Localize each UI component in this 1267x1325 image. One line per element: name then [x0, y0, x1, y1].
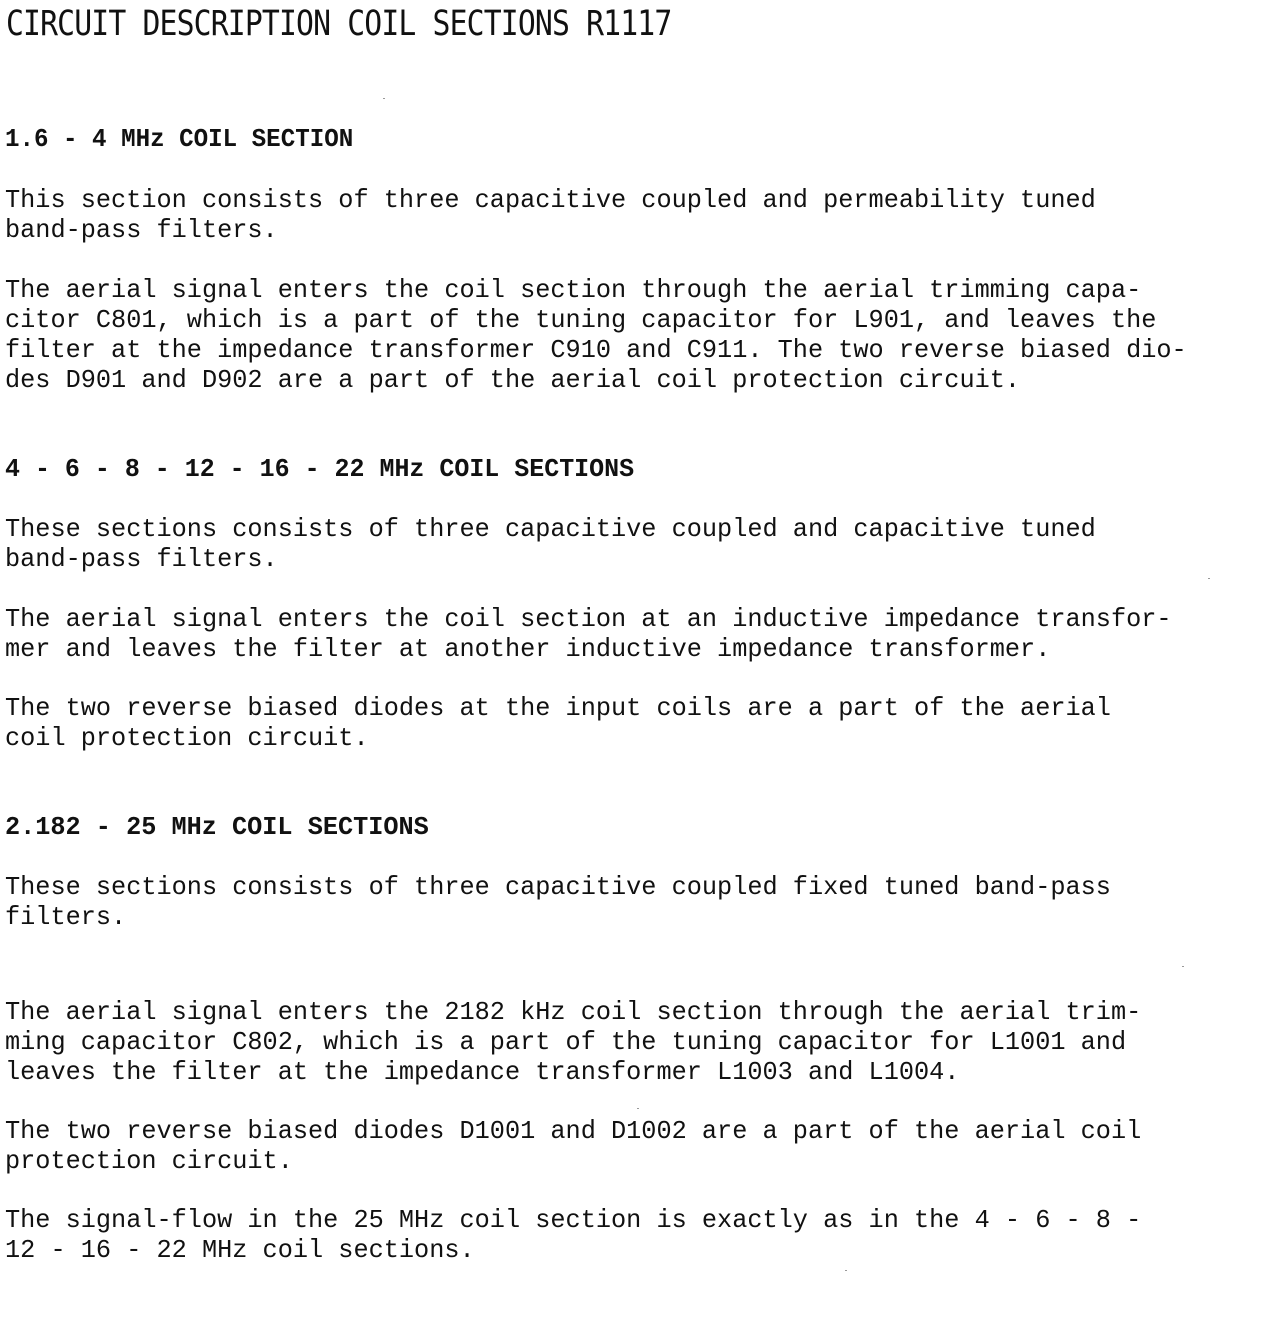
section-heading-2182-25mhz: 2.182 - 25 MHz COIL SECTIONS — [5, 812, 429, 842]
paragraph-line: ming capacitor C802, which is a part of the tuning capacitor for L1001 and — [5, 1027, 1127, 1057]
page-title: CIRCUIT DESCRIPTION COIL SECTIONS R1117 — [6, 4, 672, 44]
paragraph-line: des D901 and D902 are a part of the aerial coil protection circuit. — [5, 365, 1021, 395]
section-heading-4-22mhz: 4 - 6 - 8 - 12 - 16 - 22 MHz COIL SECTIONS — [5, 454, 635, 484]
scan-speck — [1182, 966, 1184, 967]
paragraph-line: band-pass filters. — [5, 215, 278, 245]
paragraph-line: The two reverse biased diodes D1001 and D1002 are a part of the aerial coil — [5, 1116, 1142, 1146]
scan-speck — [845, 1270, 847, 1271]
paragraph-line: coil protection circuit. — [5, 723, 369, 753]
paragraph-line: protection circuit. — [5, 1146, 293, 1176]
paragraph-line: leaves the filter at the impedance transformer L1003 and L1004. — [5, 1057, 960, 1087]
paragraph-line: mer and leaves the filter at another inductive impedance transformer. — [5, 634, 1051, 664]
paragraph-line: filter at the impedance transformer C910 and C911. The two reverse biased dio- — [5, 335, 1187, 365]
paragraph-line: The signal-flow in the 25 MHz coil section is exactly as in the 4 - 6 - 8 - — [5, 1205, 1142, 1235]
paragraph-line: The aerial signal enters the 2182 kHz coil section through the aerial trim- — [5, 997, 1142, 1027]
paragraph-line: citor C801, which is a part of the tuning capacitor for L901, and leaves the — [5, 305, 1157, 335]
scan-speck — [1208, 578, 1210, 579]
paragraph-line: filters. — [5, 902, 127, 932]
scan-speck — [637, 1108, 639, 1109]
paragraph-line: band-pass filters. — [5, 544, 278, 574]
section-heading-1-6-4mhz: 1.6 - 4 MHz COIL SECTION — [5, 124, 354, 154]
paragraph-line: These sections consists of three capacitive coupled and capacitive tuned — [5, 514, 1096, 544]
paragraph-line: The two reverse biased diodes at the input coils are a part of the aerial — [5, 693, 1111, 723]
paragraph-line: This section consists of three capacitive coupled and permeability tuned — [5, 185, 1096, 215]
scan-speck — [383, 98, 385, 99]
paragraph-line: The aerial signal enters the coil section at an inductive impedance transfor- — [5, 604, 1172, 634]
paragraph-line: 12 - 16 - 22 MHz coil sections. — [5, 1235, 475, 1265]
paragraph-line: The aerial signal enters the coil section through the aerial trimming capa- — [5, 275, 1142, 305]
paragraph-line: These sections consists of three capacitive coupled fixed tuned band-pass — [5, 872, 1111, 902]
